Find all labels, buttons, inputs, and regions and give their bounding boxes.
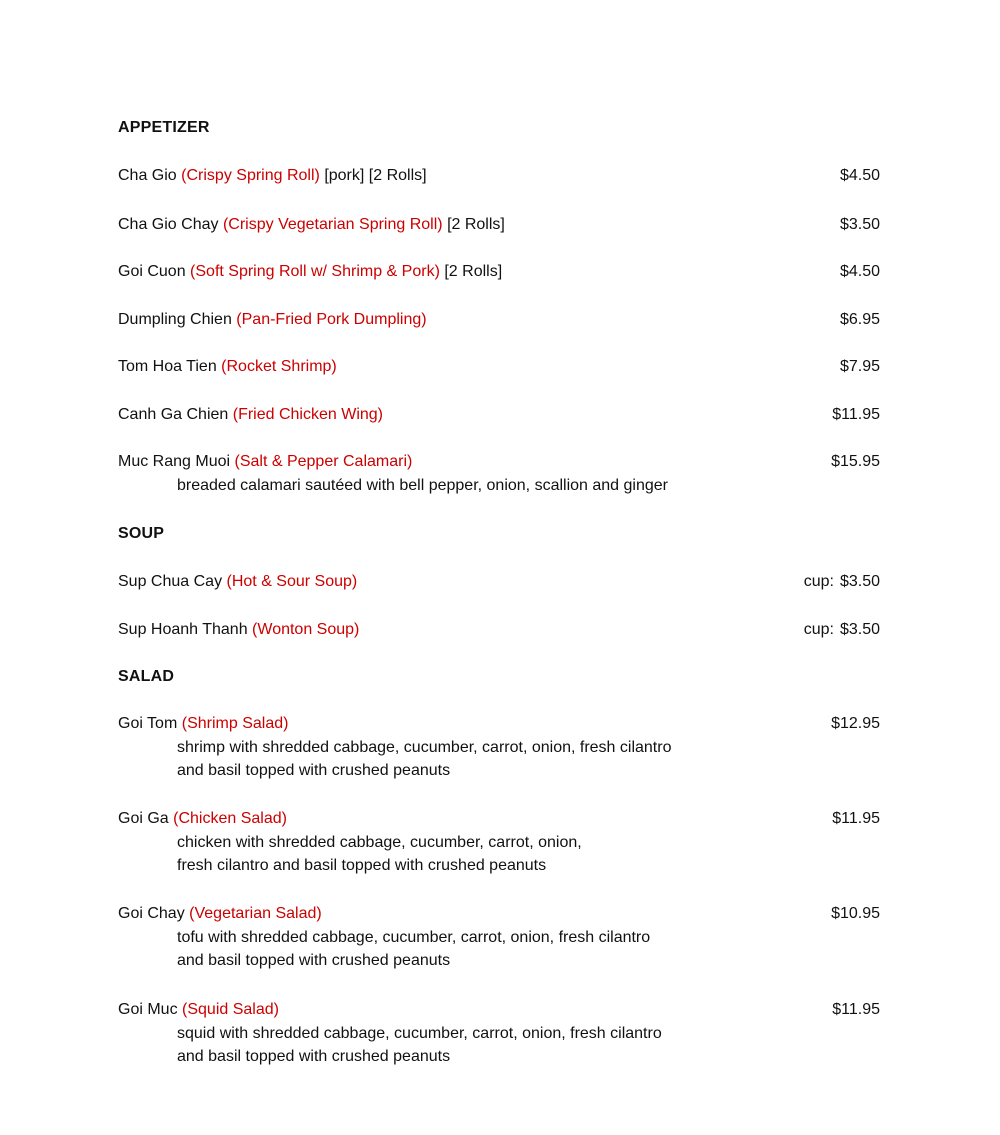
- item-price: $11.95: [832, 406, 880, 423]
- item-name: Goi Ga: [118, 810, 169, 827]
- item-translation: (Chicken Salad): [173, 810, 287, 827]
- item-price: $15.95: [831, 453, 880, 470]
- item-translation: (Shrimp Salad): [181, 715, 289, 732]
- item-description: fresh cilantro and basil topped with crushed peanuts: [177, 857, 547, 874]
- item-description: and basil topped with crushed peanuts: [177, 952, 451, 969]
- item-description: shrimp with shredded cabbage, cucumber, carrot, onion, fresh cilantro: [177, 739, 672, 756]
- item-name: Goi Muc: [118, 1001, 178, 1018]
- section-title: SALAD: [118, 668, 175, 685]
- item-name: Canh Ga Chien: [118, 406, 229, 423]
- menu-item: [118, 164, 888, 188]
- item-description: squid with shredded cabbage, cucumber, carrot, onion, fresh cilantro: [177, 1025, 662, 1042]
- item-translation: (Crispy Spring Roll): [181, 167, 320, 184]
- item-extra: [pork] [2 Rolls]: [324, 167, 427, 184]
- item-price: $4.50: [839, 263, 880, 280]
- menu-item: [118, 260, 888, 284]
- menu-item: [118, 570, 888, 594]
- item-description: and basil topped with crushed peanuts: [177, 1048, 451, 1065]
- item-description: chicken with shredded cabbage, cucumber, carrot, onion,: [177, 834, 582, 851]
- menu-item: [118, 213, 888, 237]
- item-translation: (Soft Spring Roll w/ Shrimp & Pork): [190, 263, 440, 280]
- menu-item: [118, 807, 888, 877]
- menu-item: [118, 998, 888, 1068]
- menu-item: [118, 618, 888, 642]
- item-price: $7.95: [839, 358, 880, 375]
- item-name: Cha Gio: [118, 167, 177, 184]
- item-translation: (Pan-Fried Pork Dumpling): [236, 311, 427, 328]
- item-name: Goi Cuon: [118, 263, 186, 280]
- item-price: $12.95: [831, 715, 880, 732]
- item-name: Goi Tom: [118, 715, 178, 732]
- price-label: cup:: [803, 573, 834, 590]
- menu-item: [118, 902, 888, 972]
- item-name: Tom Hoa Tien: [118, 358, 217, 375]
- price-label: cup:: [803, 621, 834, 638]
- item-name: Goi Chay: [118, 905, 185, 922]
- item-description: breaded calamari sautéed with bell pepper, onion, scallion and ginger: [177, 477, 668, 494]
- item-price-group: [804, 618, 880, 642]
- item-price: $4.50: [839, 167, 880, 184]
- item-price: $3.50: [839, 216, 880, 233]
- item-extra: [2 Rolls]: [447, 216, 505, 233]
- item-extra: [2 Rolls]: [444, 263, 503, 280]
- item-name: Dumpling Chien: [118, 311, 232, 328]
- item-description: and basil topped with crushed peanuts: [177, 762, 451, 779]
- item-translation: (Salt & Pepper Calamari): [234, 453, 413, 470]
- item-price: $10.95: [831, 905, 880, 922]
- menu-item: [118, 712, 888, 782]
- item-translation: (Vegetarian Salad): [189, 905, 322, 922]
- item-translation: (Hot & Sour Soup): [226, 573, 358, 590]
- item-price: $11.95: [832, 1001, 880, 1018]
- menu-item: [118, 355, 888, 379]
- menu-item: [118, 403, 888, 427]
- item-description: tofu with shredded cabbage, cucumber, carrot, onion, fresh cilantro: [177, 929, 651, 946]
- item-price: $11.95: [832, 810, 880, 827]
- item-name: Cha Gio Chay: [118, 216, 219, 233]
- item-translation: (Wonton Soup): [252, 621, 360, 638]
- item-translation: (Crispy Vegetarian Spring Roll): [222, 216, 443, 233]
- item-translation: (Squid Salad): [182, 1001, 279, 1018]
- item-translation: (Rocket Shrimp): [221, 358, 337, 375]
- menu-item: [118, 450, 888, 497]
- item-name: Muc Rang Muoi: [118, 453, 231, 470]
- item-name: Sup Chua Cay: [118, 573, 223, 590]
- section-title: SOUP: [118, 525, 165, 542]
- item-price-group: [804, 570, 880, 594]
- item-price: $6.95: [839, 311, 880, 328]
- section-title: APPETIZER: [118, 119, 210, 136]
- item-price: $3.50: [839, 573, 880, 590]
- item-name: Sup Hoanh Thanh: [118, 621, 248, 638]
- menu-item: [118, 308, 888, 332]
- item-translation: (Fried Chicken Wing): [232, 406, 384, 423]
- item-price: $3.50: [839, 621, 880, 638]
